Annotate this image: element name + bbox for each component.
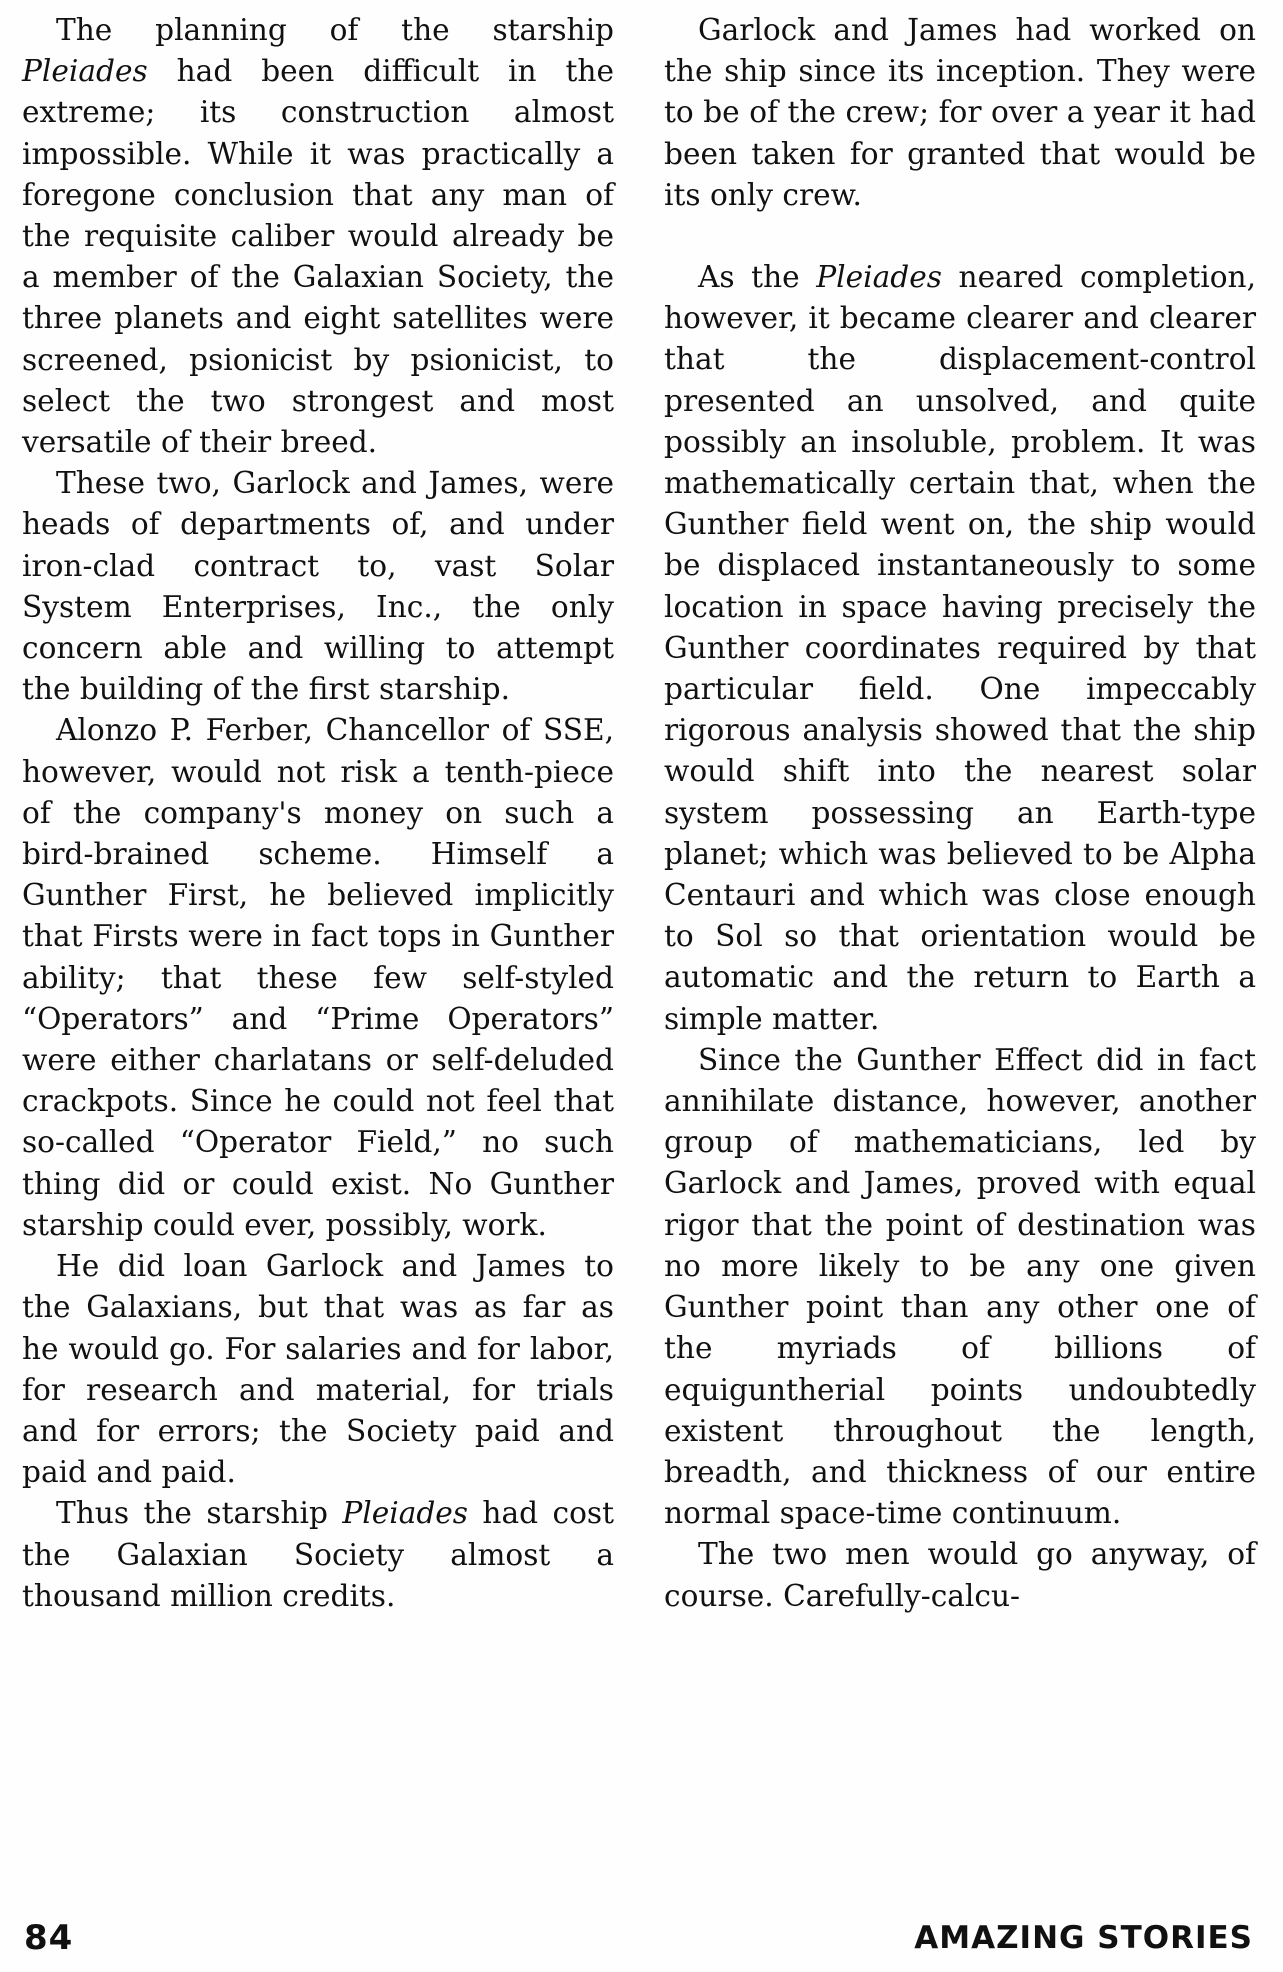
ship-name: Pleiades — [22, 54, 148, 89]
paragraph: Thus the starship Pleiades had cost the Galaxian Society almost a thousand million credits. — [22, 1496, 614, 1613]
section-break — [664, 216, 1256, 257]
ship-name: Pleiades — [816, 260, 942, 295]
paragraph: The two men would go anyway, of course. Carefully-calcu- — [664, 1537, 1256, 1613]
paragraph: These two, Garlock and James, were heads of departments of, and under iron-clad contract to, vast Solar System Enterprises, Inc., the only concern able and willing to attempt the building of the first starship. — [22, 466, 614, 707]
paragraph: Garlock and James had worked on the ship since its inception. They were to be of the crew; for over a year it had been taken for granted that would be its only crew. — [664, 13, 1256, 212]
left-column — [22, 10, 614, 1617]
right-column — [664, 10, 1256, 1617]
paragraph: The planning of the starship Pleiades had been difficult in the extreme; its construction almost impossible. While it was practically a foregone conclusion that any man of the requisite caliber would already be a member of the Galaxian Society, the three planets and eight satellites were screened, psionicist by psionicist, to select the two strongest and most versatile of their breed. — [22, 13, 614, 460]
page-number: 84 — [24, 1918, 74, 1958]
magazine-title: AMAZING STORIES — [914, 1920, 1253, 1956]
paragraph: Alonzo P. Ferber, Chancellor of SSE, however, would not risk a tenth-piece of the company's money on such a bird-brained scheme. Himself a Gunther First, he believed implicitly that Firsts were in fact tops in Gunther ability; that these few self-styled “Operators” and “Prime Operators” were either charlatans or self-deluded crackpots. Since he could not feel that so-called “Operator Field,” no such thing did or could exist. No Gunther starship could ever, possibly, work. — [22, 713, 614, 1242]
paragraph: He did loan Garlock and James to the Galaxians, but that was as far as he would go. For salaries and for labor, for research and material, for trials and for errors; the Society paid and paid and paid. — [22, 1249, 614, 1490]
ship-name: Pleiades — [342, 1496, 468, 1531]
paragraph: Since the Gunther Effect did in fact annihilate distance, however, another group of mathematicians, led by Garlock and James, proved with equal rigor that the point of destination was no more likely to be any one given Gunther point than any other one of the myriads of billions of equiguntherial points undoubtedly existent throughout the length, breadth, and thickness of our entire normal space-time continuum. — [664, 1042, 1256, 1531]
paragraph: As the Pleiades neared completion, however, it became clearer and clearer that the displacement-control presented an unsolved, and quite possibly an insoluble, problem. It was mathematically certain that, when the Gunther field went on, the ship would be displaced instantaneously to some location in space having precisely the Gunther coordinates required by that particular field. One impeccably rigorous analysis showed that the ship would shift into the nearest solar system possessing an Earth-type planet; which was believed to be Alpha Centauri and which was close enough to Sol so that orientation would be automatic and the return to Earth a simple matter. — [664, 260, 1256, 1036]
